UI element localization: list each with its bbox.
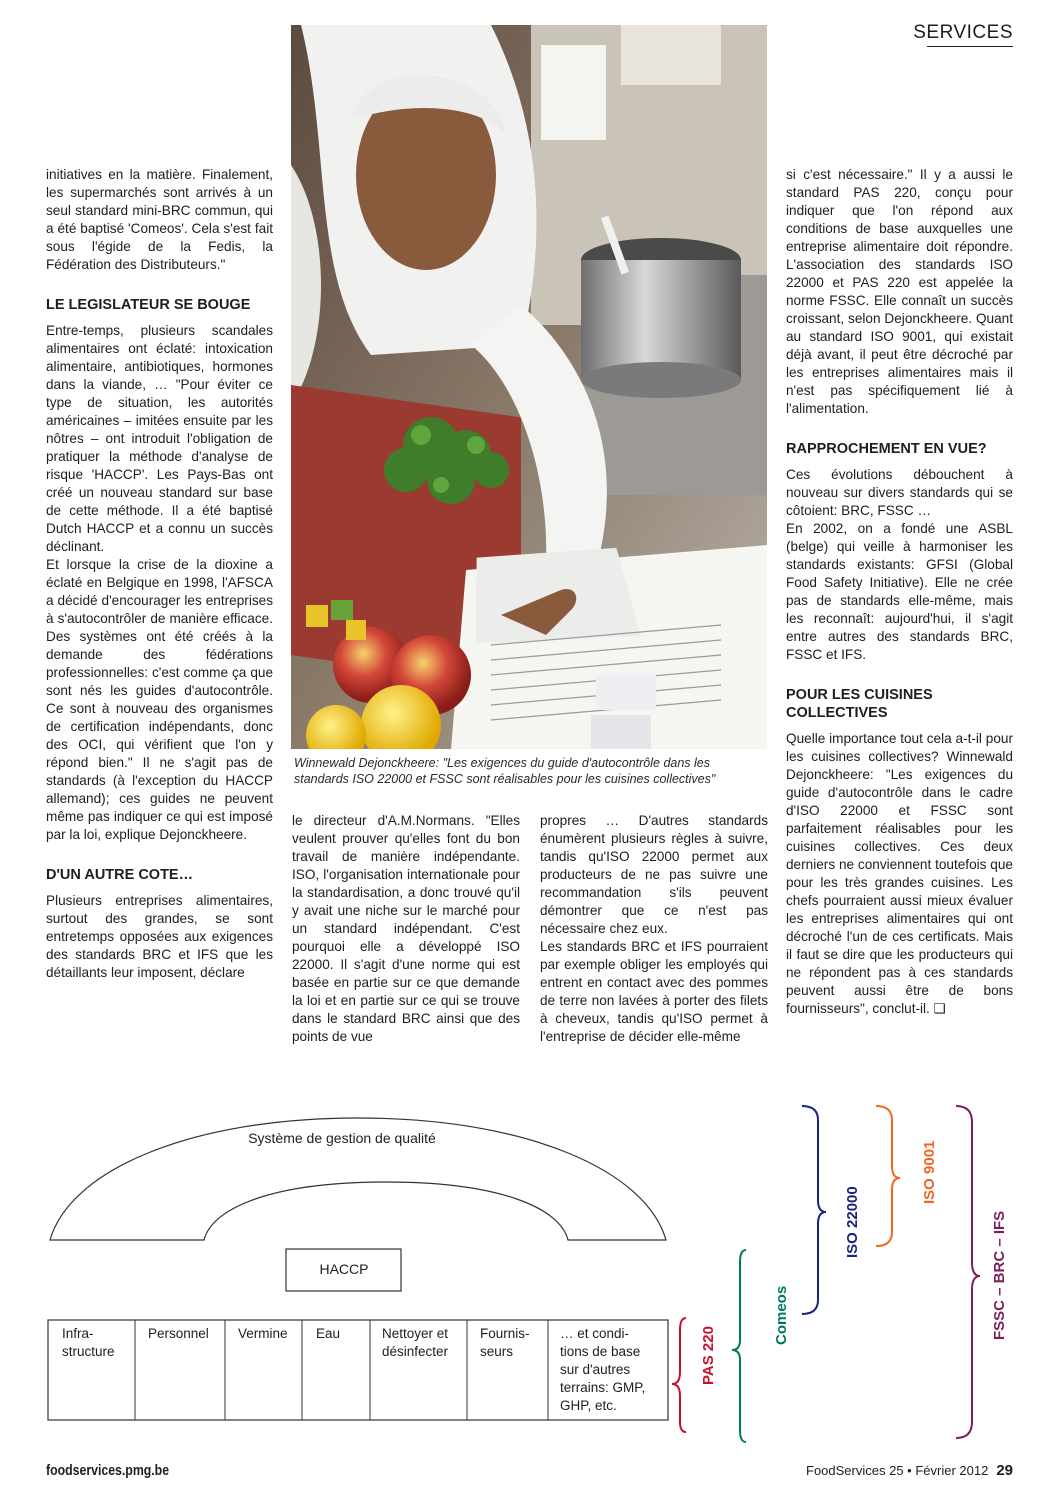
paragraph: Plusieurs entreprises alimentaires, surtout des grandes, se sont entretemps opposées aux exigences des standards BRC et IFS que les détaillants leur imposent, déclare (46, 893, 273, 980)
section-rule (927, 46, 1013, 47)
paragraph: propres … D'autres standards énumèrent plusieurs règles à suivre, tandis qu'ISO 22000 permet aux producteurs de ne pas suivre une recommandation s'ils peuvent démontrer que ce n'est pas nécessaire chez eux. (540, 813, 768, 936)
paragraph: Les standards BRC et IFS pourraient par exemple obliger les employés qui entrent en contact avec des pommes de terre non lavées à porter des filets à cheveux, tandis qu'ISO permet à l'entreprise de décider elle-même (540, 939, 768, 1044)
haccp-label: HACCP (319, 1261, 369, 1277)
page-number: 29 (996, 1462, 1013, 1479)
standards-diagram (0, 1090, 1059, 1455)
article-column-4 (786, 166, 1013, 1070)
paragraph: Et lorsque la crise de la dioxine a éclaté en Belgique en 1998, l'AFSCA a décidé d'encourager les entreprises à s'autocontrôler de manière efficace. Des systèmes ont été créés à la demande des fédérations professionnelles: c'est comme ça que sont nés les guides d'autocontrôle. Ce sont à nouveau des organismes de certification indépendants, donc des OCI, qui vérifient que l'on y répond bien." Il ne s'agit pas de standards (à l'exception du HACCP allemand); ces guides ne peuvent même pas indiquer ce qui est imposé par la loi, explique Dejonckheere. (46, 557, 273, 842)
issue-info: FoodServices 25 • Février 2012 (806, 1463, 989, 1478)
cell-fournisseurs: Fournis- seurs (480, 1326, 530, 1359)
article-column-2 (292, 812, 520, 1070)
cell-personnel: Personnel (148, 1326, 209, 1341)
footer-issue (806, 1462, 1013, 1479)
bracket-label-iso22000: ISO 22000 (844, 1186, 861, 1258)
paragraph: initiatives en la matière. Finalement, les supermarchés sont arrivés à un seul standard mini-BRC commun, qui a été baptisé 'Comeos'. Cela s'est fait sous l'égide de la Fedis, la Fédération des Distributeurs." (46, 167, 273, 272)
subheading-rapprochement: RAPPROCHEMENT EN VUE? (786, 441, 987, 457)
bracket-label-pas220: PAS 220 (700, 1326, 717, 1385)
bracket-comeos (732, 1250, 746, 1442)
bracket-label-iso9001: ISO 9001 (921, 1140, 938, 1204)
kitchen-photo (291, 25, 767, 749)
photo-illustration (291, 25, 767, 749)
subheading-cuisines: POUR LES CUISINES COLLECTIVES (786, 687, 933, 721)
cell-vermine: Vermine (238, 1326, 288, 1341)
paragraph: si c'est nécessaire." Il y a aussi le standard PAS 220, conçu pour indiquer que l'on répond aux conditions de base auxquelles une entreprise alimentaire doit répondre. L'association des standards ISO 22000 et PAS 220 est appelée la norme FSSC. Elle connaît un succès croissant, selon Dejonckheere. Quant au standard ISO 9001, qui existait déjà avant, il peut être décroché par les entreprises alimentaires mais il n'est pas spécifiquement lié à l'alimentation. (786, 167, 1013, 416)
bracket-iso22000 (802, 1106, 826, 1314)
paragraph: En 2002, on a fondé une ASBL (belge) qui veille à harmoniser les standards existants: GFSI (Global Food Safety Initiative). Elle ne crée pas de standards elle-même, mais les reconnaît: aujourd'hui, il s'agit entre autres des standards BRC, FSSC et IFS. (786, 521, 1013, 662)
paragraph: Quelle importance tout cela a-t-il pour les cuisines collectives? Winnewald Dejonckheere: "Les exigences du guide d'autocontrôle dans le cadre d'ISO 22000 et FSSC sont parfaitement réalisables pour les cuisines collectives. Ces deux derniers ne conviennent toutefois que pour les très grandes cuisines. Les chefs pourraient aussi mieux évaluer les entreprises alimentaires qui ont décroché l'un de ces certificats. Mais il faut se dire que les producteurs qui ne répondent pas à ces standards peuvent aussi être de bons fournisseurs", conclut-il. ❑ (786, 731, 1013, 1016)
bracket-fssc (956, 1106, 980, 1438)
paragraph: Ces évolutions débouchent à nouveau sur divers standards qui se côtoient: BRC, FSSC … (786, 467, 1013, 518)
paragraph: le directeur d'A.M.Normans. "Elles veulent prouver qu'elles font du bon travail de manière indépendante. ISO, l'organisation internationale pour la standardisation, a donc trouvé qu'il y avait une niche sur le marché pour un standard indépendant. C'est pourquoi elle a développé ISO 22000. Il s'agit d'une norme qui est basée en partie sur ce que demande la loi et en partie sur ce qui se trouve dans le standard BRC ainsi que des points de vue (292, 813, 520, 1044)
cell-infrastructure: Infra- structure (62, 1326, 115, 1359)
cell-nettoyer: Nettoyer et désinfecter (382, 1326, 449, 1359)
paragraph: Entre-temps, plusieurs scandales alimentaires ont éclaté: intoxication alimentaire, antibiotiques, hormones dans la viande, … "Pour éviter ce type de situation, les autorités américaines – imitées ensuite par les nôtres – ont introduit l'obligation de pratiquer la méthode d'analyse de risque 'HACCP'. Les Pays-Bas ont créé un nouveau standard sur base de cette méthode. Il a été baptisé Dutch HACCP et a connu un succès déclinant. (46, 323, 273, 554)
footer-website: foodservices.pmg.be (46, 1462, 170, 1479)
bracket-pas220 (672, 1318, 686, 1432)
section-label: SERVICES (913, 22, 1013, 43)
cell-eau: Eau (316, 1326, 341, 1341)
bracket-iso9001 (876, 1106, 900, 1246)
diagram-graphics (0, 1090, 1059, 1455)
bracket-label-fssc: FSSC – BRC – IFS (991, 1210, 1008, 1340)
arch-label: Système de gestion de qualité (248, 1130, 436, 1146)
bracket-label-comeos: Comeos (773, 1285, 790, 1345)
cell-autres-conditions: … et condi- tions de base sur d'autres terrains: GMP, GHP, etc. (560, 1326, 646, 1413)
photo-caption: Winnewald Dejonckheere: "Les exigences du guide d'autocontrôle dans les standards ISO 22000 et FSSC sont réalisables pour les cuisines collectives" (294, 756, 716, 786)
subheading-legislateur: LE LEGISLATEUR SE BOUGE (46, 297, 251, 313)
subheading-autre-cote: D'UN AUTRE COTE… (46, 867, 194, 883)
article-column-3 (540, 812, 768, 1070)
article-column-1 (46, 166, 273, 1066)
